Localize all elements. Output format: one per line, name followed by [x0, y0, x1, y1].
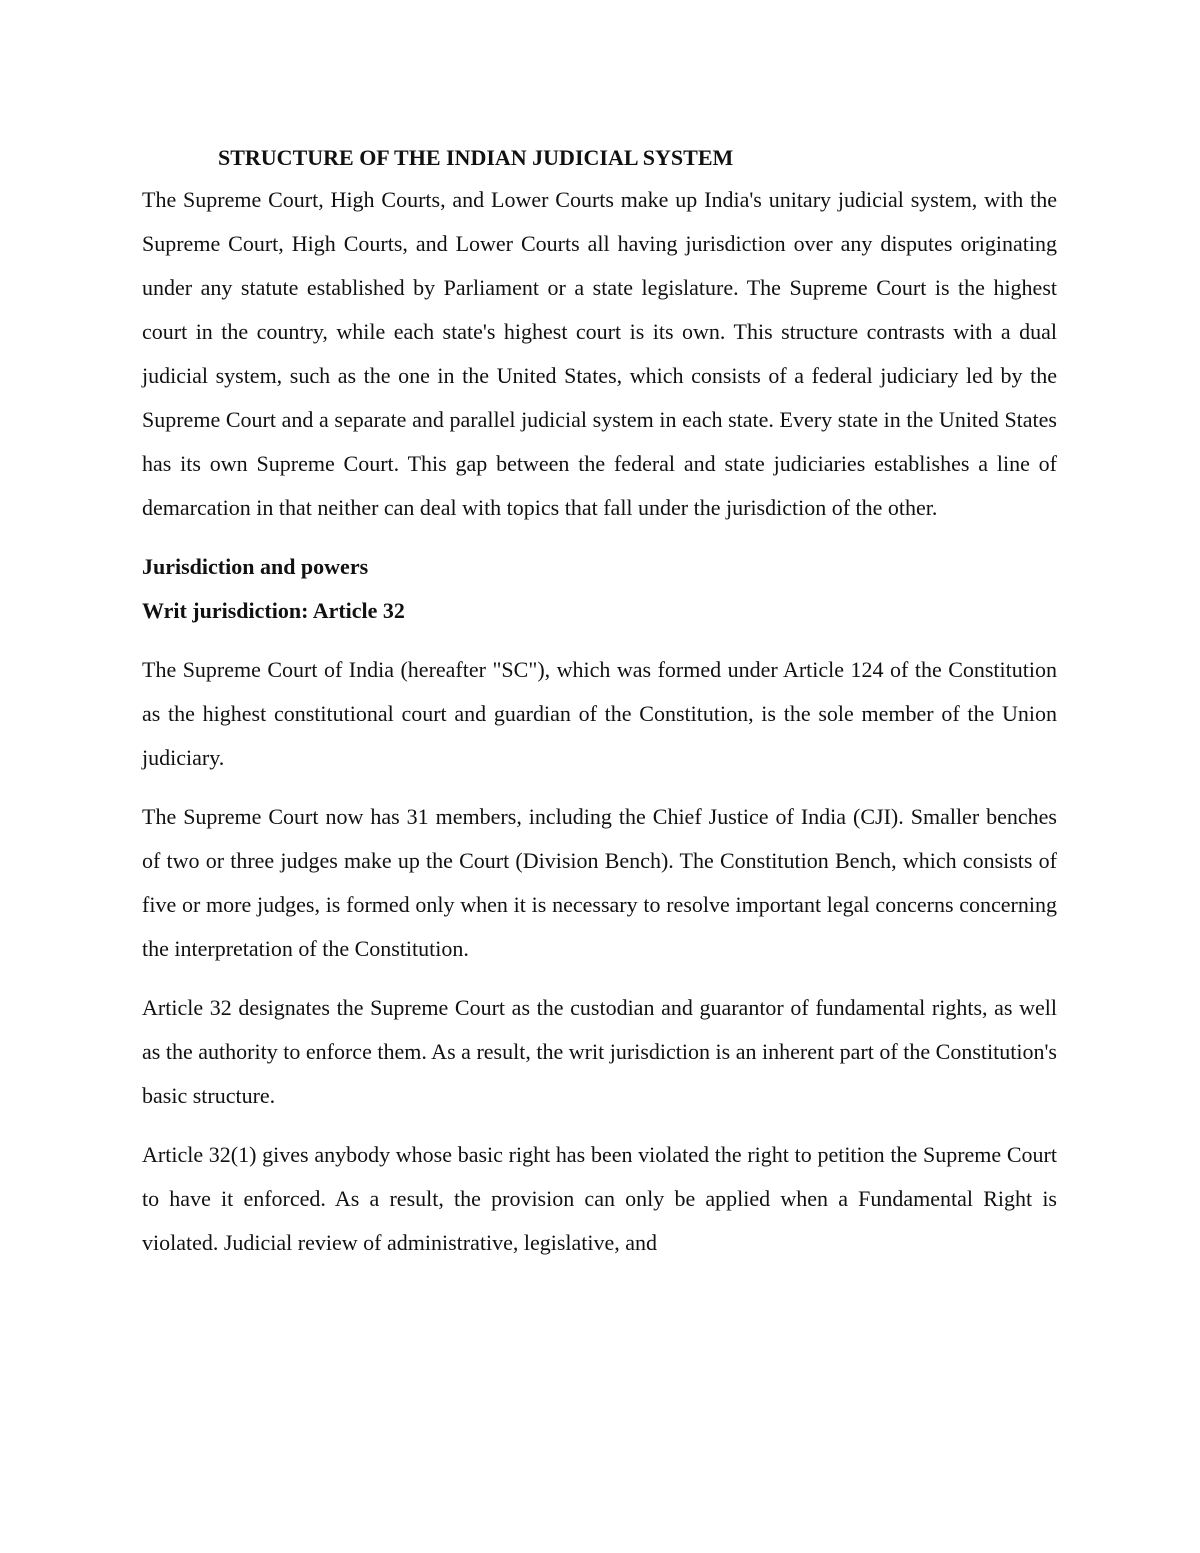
paragraph-supreme-court: The Supreme Court of India (hereafter "SC"), which was formed under Article 124 of the Constitution as the highest constitutional court and guardian of the Constitution, is the sole member of the Union judiciary.	[142, 657, 1057, 770]
paragraph-article-32-1: Article 32(1) gives anybody whose basic right has been violated the right to petition the Supreme Court to have it enforced. As a result, the provision can only be applied when a Fundamental Right is violated. Judicial review of administrative, legislative, and	[142, 1142, 1057, 1255]
document-title: STRUCTURE OF THE INDIAN JUDICIAL SYSTEM	[218, 145, 734, 170]
heading-jurisdiction-and-powers: Jurisdiction and powers	[142, 554, 369, 579]
heading-writ-jurisdiction: Writ jurisdiction: Article 32	[142, 598, 405, 623]
document-body	[142, 138, 1057, 1265]
paragraph-article-32: Article 32 designates the Supreme Court as the custodian and guarantor of fundamental rights, as well as the authority to enforce them. As a result, the writ jurisdiction is an inherent part of the Constitution's basic structure.	[142, 995, 1057, 1108]
paragraph-members: The Supreme Court now has 31 members, including the Chief Justice of India (CJI). Smaller benches of two or three judges make up the Court (Division Bench). The Constitution Bench, which consists of five or more judges, is formed only when it is necessary to resolve important legal concerns concerning the interpretation of the Constitution.	[142, 804, 1057, 961]
intro-paragraph: The Supreme Court, High Courts, and Lower Courts make up India's unitary judicial system, with the Supreme Court, High Courts, and Lower Courts all having jurisdiction over any disputes originating under any statute established by Parliament or a state legislature. The Supreme Court is the highest court in the country, while each state's highest court is its own. This structure contrasts with a dual judicial system, such as the one in the United States, which consists of a federal judiciary led by the Supreme Court and a separate and parallel judicial system in each state. Every state in the United States has its own Supreme Court. This gap between the federal and state judiciaries establishes a line of demarcation in that neither can deal with topics that fall under the jurisdiction of the other.	[142, 187, 1057, 520]
